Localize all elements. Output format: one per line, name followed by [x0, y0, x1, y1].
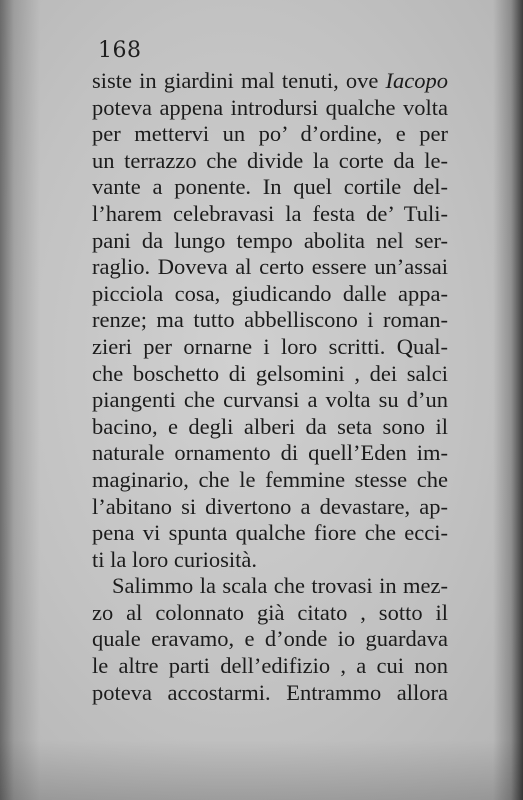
text-line: renze; ma tutto abbelliscono i roman- — [92, 307, 448, 333]
page-number: 168 — [98, 38, 142, 63]
text-line: l’harem celebravasi la festa de’ Tuli- — [92, 200, 448, 226]
text-line: pani da lungo tempo abolita nel ser- — [92, 227, 448, 253]
italic-name: Iacopo — [385, 68, 448, 93]
body-text — [92, 68, 448, 706]
text-line: maginario, che le femmine stesse che — [92, 466, 448, 492]
text-line: vante a ponente. In quel cortile del- — [92, 174, 448, 200]
text-line: poteva accostarmi. Entrammo allora — [92, 679, 448, 705]
text-line: l’abitano si divertono a devastare, ap- — [92, 493, 448, 519]
text-line: bacino, e degli alberi da seta sono il — [92, 413, 448, 439]
text-line: per mettervi un po’ d’ordine, e per — [92, 121, 448, 147]
text-line: poteva appena introdursi qualche volta — [92, 94, 448, 120]
paragraph-end-line: ti la loro curiosità. — [92, 546, 257, 572]
text-line: un terrazzo che divide la corte da le- — [92, 147, 448, 173]
text-line: zieri per ornarne i loro scritti. Qual- — [92, 333, 448, 359]
text-line: pena vi spunta qualche fiore che ecci- — [92, 520, 448, 546]
paragraph-start-line: Salimmo la scala che trovasi in mez- — [112, 573, 448, 599]
text-line: zo al colonnato già citato , sotto il — [92, 599, 448, 625]
text-line: che boschetto di gelsomini , dei salci — [92, 360, 448, 386]
text-line: picciola cosa, giudicando dalle appa- — [92, 280, 448, 306]
text-line: siste in giardini mal tenuti, ove Iacopo — [92, 68, 448, 93]
text-line: piangenti che curvansi a volta su d’un — [92, 387, 448, 413]
text-line: le altre parti dell’edifizio , a cui non — [92, 653, 448, 679]
text-line: quale eravamo, e d’onde io guardava — [92, 626, 448, 652]
text-line: raglio. Doveva al certo essere un’assai — [92, 254, 448, 280]
text-line: naturale ornamento di quell’Eden im- — [92, 440, 448, 466]
